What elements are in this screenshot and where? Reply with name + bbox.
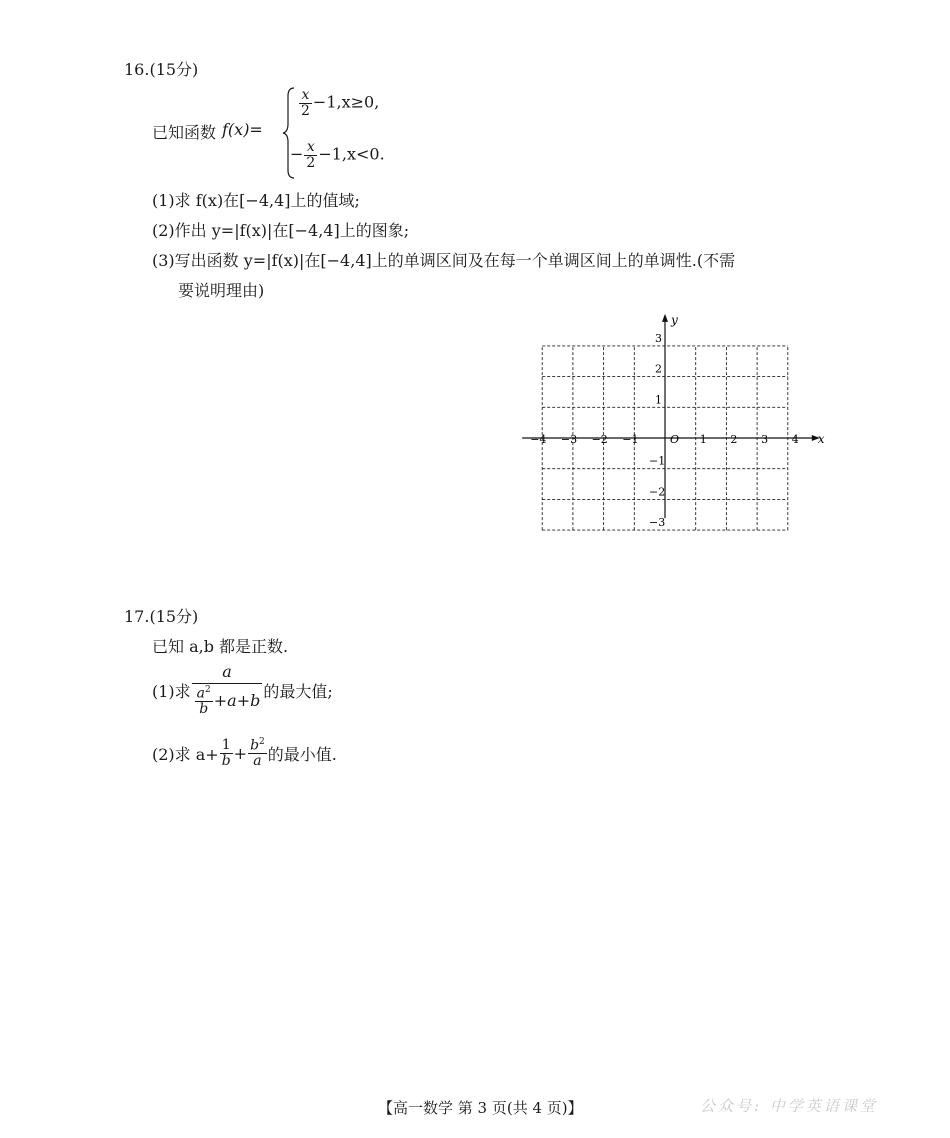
inner-fraction: $\frac{a^2}{b}$	[196, 684, 211, 718]
y-axis-arrow-icon	[662, 314, 668, 322]
x-tick-label: 4	[791, 433, 799, 446]
y-tick-label: 3	[655, 331, 662, 345]
problem-17-given: 已知 a,b 都是正数.	[152, 637, 289, 656]
x-tick-label: −2	[591, 433, 608, 446]
problem-17-q2: (2)求 a+ $\frac{1}{b}$ + $\frac{b^2}{a}$ 的最小值.	[152, 737, 337, 770]
function-name: f(x)=	[222, 120, 263, 139]
x-axis-label: x	[817, 432, 825, 446]
b-squared-over-a-fraction: $\frac{b^2}{a}$	[250, 737, 265, 770]
y-tick-label: −1	[649, 454, 666, 468]
x-tick-label: −4	[530, 433, 547, 446]
origin-label: O	[670, 433, 680, 446]
y-tick-label: −3	[649, 516, 666, 530]
page-footer: 【高一数学 第 3 页(共 4 页)】	[378, 1099, 583, 1117]
y-axis-label: y	[671, 312, 678, 327]
x-tick-label: 3	[761, 433, 769, 446]
x-tick-label: 1	[699, 433, 707, 446]
problem-16-header: 16.(15分)	[124, 60, 199, 79]
piece-1: $\frac{x}{2}$ −1,x≥0,	[301, 87, 380, 119]
piece-1-fraction: $\frac{x}{2}$	[301, 87, 310, 119]
problem-17-q1: (1)求 a $\frac{a^2}{b}$ +a+b 的最大值;	[152, 662, 333, 718]
watermark: 公众号: 中学英语课堂	[700, 1097, 878, 1115]
x-tick-label: −1	[622, 433, 639, 446]
y-tick-label: 1	[655, 393, 662, 407]
piece-2: − $\frac{x}{2}$ −1,x<0.	[290, 139, 385, 171]
x-tick-label: 2	[730, 433, 738, 446]
one-over-b-fraction: $\frac{1}{b}$	[221, 737, 231, 770]
piece-2-fraction: $\frac{x}{2}$	[306, 139, 316, 171]
x-tick-label: −3	[560, 433, 578, 446]
problem-16-q3-line1: (3)写出函数 y=|f(x)|在[−4,4]上的单调区间及在每一个单调区间上的单调性.(不需	[152, 251, 736, 270]
problem-16-q1: (1)求 f(x)在[−4,4]上的值域;	[152, 191, 360, 210]
given-prefix: 已知函数	[152, 123, 217, 142]
y-tick-label: 2	[655, 362, 662, 376]
problem-16-q2: (2)作出 y=|f(x)|在[−4,4]上的图象;	[152, 221, 410, 240]
coordinate-grid	[510, 305, 840, 555]
max-value-fraction: a $\frac{a^2}{b}$ +a+b	[192, 664, 263, 717]
problem-17-header: 17.(15分)	[124, 607, 199, 626]
problem-16-q3-line2: 要说明理由)	[178, 281, 265, 300]
y-tick-label: −2	[649, 485, 666, 499]
